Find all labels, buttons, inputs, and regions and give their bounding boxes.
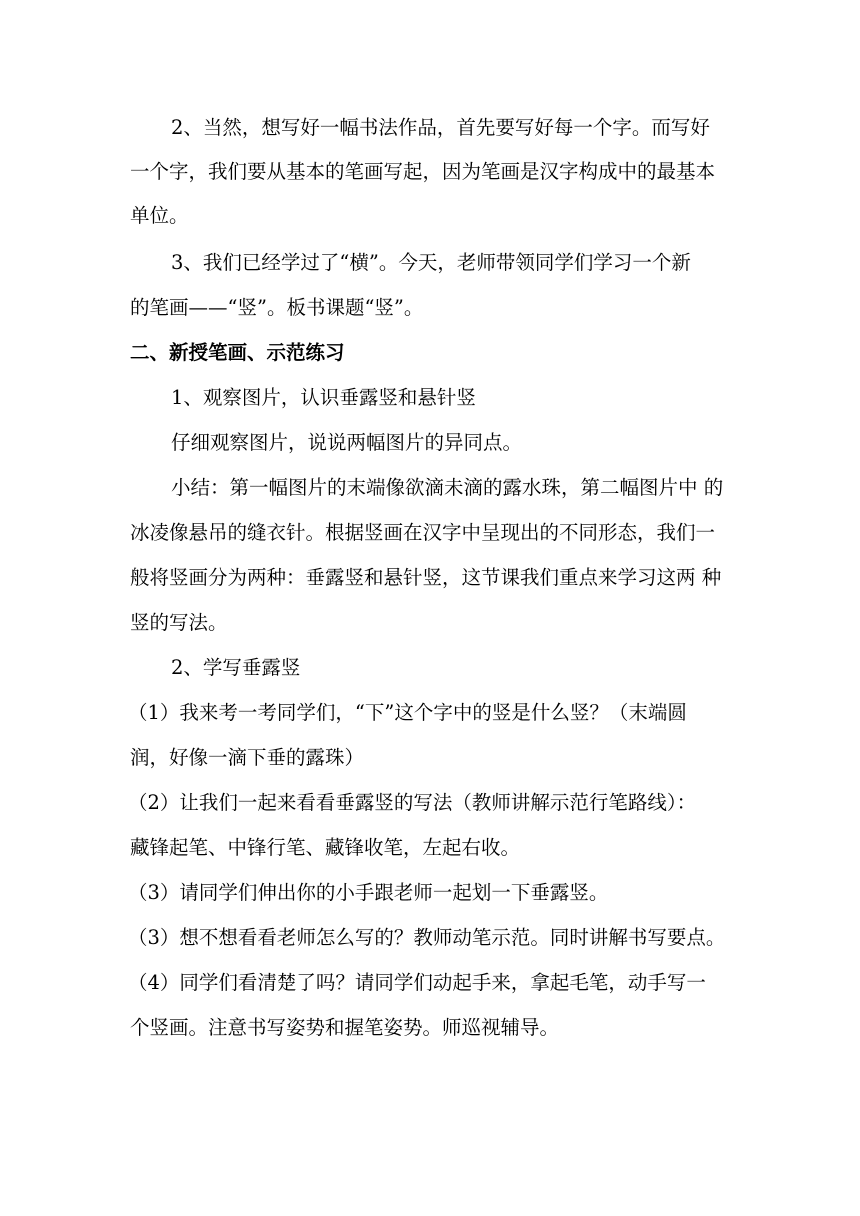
paragraph-line: 竖的写法。: [130, 611, 228, 634]
paragraph-line: 单位。: [130, 204, 189, 227]
paragraph-line: 般将竖画分为两种：垂露竖和悬针竖，这节课我们重点来学习这两 种: [130, 566, 722, 589]
paragraph-line: 小结：第一幅图片的末端像欲滴未滴的露水珠，第二幅图片中 的: [171, 476, 724, 499]
paragraph-line: 润，好像一滴下垂的露珠）: [130, 746, 365, 769]
paragraph-line: 2、当然，想写好一幅书法作品，首先要写好每一个字。而写好: [171, 116, 710, 139]
paragraph-line: （1）我来考一考同学们，“下”这个字中的竖是什么竖？（末端圆: [128, 701, 687, 724]
paragraph-line: （3）请同学们伸出你的小手跟老师一起划一下垂露竖。: [128, 881, 609, 904]
subsection-title: 1、观察图片，认识垂露竖和悬针竖: [171, 386, 476, 409]
paragraph-line: 冰凌像悬吊的缝衣针。根据竖画在汉字中呈现出的不同形态，我们一: [130, 521, 716, 544]
paragraph-line: 个竖画。注意书写姿势和握笔姿势。师巡视辅导。: [130, 1016, 560, 1039]
paragraph-line: 3、我们已经学过了“横”。今天，老师带领同学们学习一个新: [171, 251, 691, 274]
paragraph-line: 仔细观察图片，说说两幅图片的异同点。: [171, 431, 523, 454]
paragraph-line: （3）想不想看看老师怎么写的？教师动笔示范。同时讲解书写要点。: [128, 926, 726, 949]
paragraph-line: 的笔画——“竖”。板书课题“竖”。: [130, 296, 424, 319]
paragraph-line: 藏锋起笔、中锋行笔、藏锋收笔，左起右收。: [130, 836, 521, 859]
section-heading: 二、新授笔画、示范练习: [130, 341, 345, 364]
subsection-title: 2、学写垂露竖: [171, 656, 301, 679]
paragraph-line: 一个字，我们要从基本的笔画写起，因为笔画是汉字构成中的最基本: [130, 160, 716, 183]
paragraph-line: （2）让我们一起来看看垂露竖的写法（教师讲解示范行笔路线）：: [128, 791, 697, 814]
paragraph-line: （4）同学们看清楚了吗？请同学们动起手来，拿起毛笔，动手写一: [128, 971, 706, 994]
